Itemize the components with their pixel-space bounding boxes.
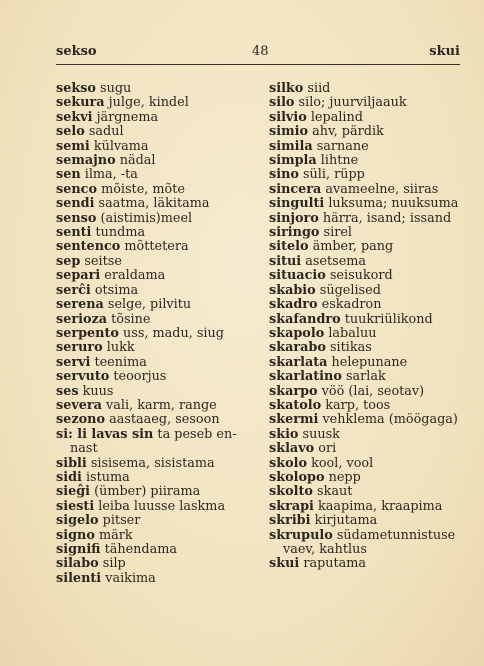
page-header	[56, 44, 460, 62]
entry-headword: sklavo	[269, 441, 315, 457]
entry-headword: skolo	[269, 455, 308, 471]
entry-definition: silp	[102, 556, 126, 572]
entry-definition: sarnane	[316, 138, 369, 154]
entry-headword: skatolo	[269, 397, 322, 413]
header-last-word: skui	[429, 44, 460, 59]
entry-definition: teoorjus	[113, 369, 167, 385]
entry-definition: aastaaeg, sesoon	[109, 412, 220, 428]
entry-headword: singulti	[269, 196, 325, 212]
entry-headword: skribi	[269, 513, 311, 529]
header-first-word: sekso	[56, 44, 97, 59]
entry-headword: siesti	[56, 498, 95, 514]
dictionary-entry	[56, 140, 252, 154]
entry-headword: severa	[56, 397, 102, 413]
dictionary-entry	[269, 313, 469, 327]
entry-definition: luksuma; nuuksuma	[328, 196, 459, 212]
entry-headword: sen	[56, 167, 81, 183]
dictionary-entry	[56, 341, 252, 355]
dictionary-entry	[269, 457, 469, 471]
entry-definition: tuukriülikond	[344, 311, 433, 327]
entry-definition: vehklema (möögaga)	[322, 412, 458, 428]
entry-headword: sino	[269, 167, 299, 183]
entry-definition: julge, kindel	[108, 95, 189, 111]
header-rule	[56, 64, 460, 65]
entry-definition: eskadron	[321, 297, 382, 313]
entry-definition: seisukord	[329, 268, 393, 284]
dictionary-entry	[269, 82, 469, 96]
entry-definition: labaluu	[328, 325, 377, 341]
dictionary-entry	[56, 500, 252, 514]
entry-definition: kaapima, kraapima	[318, 498, 443, 514]
entry-headword: silo	[269, 95, 295, 111]
dictionary-entry	[269, 356, 469, 370]
dictionary-entry	[269, 341, 469, 355]
entry-headword: sentenco	[56, 239, 121, 255]
entry-headword: sincera	[269, 181, 322, 197]
dictionary-entry	[56, 543, 252, 557]
dictionary-entry	[56, 370, 252, 384]
entry-headword: simpla	[269, 153, 317, 169]
entry-definition: karp, toos	[325, 397, 391, 413]
dictionary-entry	[56, 298, 252, 312]
entry-headword: simila	[269, 138, 313, 154]
dictionary-entry	[269, 125, 469, 139]
entry-headword: skrapi	[269, 498, 314, 514]
dictionary-entry	[269, 226, 469, 240]
dictionary-entry	[56, 255, 252, 269]
entry-definition: süli, rüpp	[302, 167, 365, 183]
entry-definition: tähendama	[104, 542, 177, 557]
entry-definition: tõsine	[111, 311, 151, 327]
entry-definition: sirel	[323, 225, 352, 241]
entry-headword: serioza	[56, 311, 108, 327]
dictionary-entry	[56, 413, 252, 427]
dictionary-entry	[56, 529, 252, 543]
entry-headword: siringo	[269, 225, 320, 241]
entry-definition: vöö (lai, seotav)	[321, 383, 425, 399]
entry-headword: signo	[56, 527, 95, 543]
entry-definition: teenima	[94, 354, 147, 370]
dictionary-entry	[269, 543, 469, 557]
page-number: 48	[252, 44, 269, 59]
entry-headword: skarlatino	[269, 369, 342, 385]
entry-definition: südametunnistuse	[336, 527, 456, 543]
entry-definition: sisisema, sisistama	[90, 455, 215, 471]
entry-definition: kirjutama	[314, 513, 378, 529]
dictionary-entry	[56, 313, 252, 327]
dictionary-entry	[56, 111, 252, 125]
entry-definition: sadul	[88, 124, 124, 140]
entry-headword: silabo	[56, 556, 99, 572]
dictionary-entry	[269, 370, 469, 384]
right-column	[269, 82, 469, 572]
dictionary-entry	[269, 485, 469, 499]
dictionary-entry	[269, 428, 469, 442]
entry-definition: kuus	[82, 383, 114, 399]
dictionary-entry	[269, 471, 469, 485]
dictionary-entry	[56, 125, 252, 139]
entry-definition: nädal	[119, 153, 156, 169]
entry-headword: skolopo	[269, 469, 325, 485]
entry-definition: silo; juurviljaauk	[298, 95, 407, 111]
dictionary-entry	[56, 485, 252, 499]
entry-definition: järgnema	[96, 109, 159, 125]
entry-headword: skolto	[269, 484, 313, 500]
entry-headword: skafandro	[269, 311, 341, 327]
entry-definition: märk	[98, 527, 133, 543]
entry-definition: eraldama	[104, 268, 166, 284]
entry-headword: situi	[269, 253, 302, 269]
dictionary-entry	[269, 140, 469, 154]
entry-headword: skabio	[269, 282, 316, 298]
entry-definition: vaikima	[105, 570, 156, 586]
dictionary-entry	[269, 212, 469, 226]
entry-headword: sigelo	[56, 513, 99, 529]
entry-headword: signifi	[56, 542, 101, 557]
dictionary-entry	[269, 183, 469, 197]
entry-definition: ahv, pärdik	[312, 124, 384, 140]
dictionary-entry	[269, 298, 469, 312]
dictionary-entry	[56, 284, 252, 298]
entry-definition: lepalind	[310, 109, 363, 125]
entry-definition: pitser	[102, 513, 141, 529]
entry-headword: skrupulo	[269, 527, 333, 543]
entry-definition: selge, pilvitu	[107, 297, 192, 313]
dictionary-entry	[269, 514, 469, 528]
entry-definition: uss, madu, siug	[123, 325, 224, 341]
entry-definition: lihtne	[320, 153, 359, 169]
dictionary-entry	[56, 212, 252, 226]
entry-headword: serĉi	[56, 282, 91, 298]
entry-definition: mõttetera	[124, 239, 189, 255]
dictionary-entry	[56, 557, 252, 571]
entry-headword: separi	[56, 268, 101, 284]
entry-headword: sekvi	[56, 109, 93, 125]
dictionary-entry	[269, 500, 469, 514]
entry-definition: härra, isand; issand	[322, 210, 452, 226]
entry-definition: asetsema	[305, 253, 367, 269]
entry-headword: sibli	[56, 455, 87, 471]
entry-definition: siid	[307, 81, 331, 96]
entry-headword: silenti	[56, 570, 102, 586]
entry-definition: helepunane	[331, 354, 408, 370]
entry-headword: skarabo	[269, 340, 326, 356]
dictionary-entry	[56, 183, 252, 197]
entry-headword: skadro	[269, 297, 318, 313]
dictionary-entry	[56, 154, 252, 168]
entry-headword: skarpo	[269, 383, 318, 399]
entry-definition: raputama	[303, 556, 367, 572]
entry-headword: sekso	[56, 81, 96, 96]
dictionary-entry	[56, 327, 252, 341]
dictionary-entry	[56, 82, 252, 96]
dictionary-entry	[269, 557, 469, 571]
entry-headword: sinjoro	[269, 210, 319, 226]
entry-headword: serena	[56, 297, 104, 313]
entry-headword: silko	[269, 81, 304, 96]
entry-definition: saatma, läkitama	[98, 196, 210, 212]
entry-definition: leiba luusse laskma	[98, 498, 226, 514]
entry-definition: avameelne, siiras	[325, 181, 439, 197]
dictionary-entry	[56, 428, 252, 442]
entry-definition: nast	[70, 441, 98, 457]
dictionary-entry	[269, 284, 469, 298]
dictionary-entry	[269, 529, 469, 543]
entry-headword: sidi	[56, 469, 82, 485]
dictionary-entry	[269, 442, 469, 456]
entry-definition: vaev, kahtlus	[283, 542, 367, 557]
entry-definition: seitse	[84, 253, 122, 269]
entry-definition: ämber, pang	[312, 239, 394, 255]
entry-headword: servi	[56, 354, 91, 370]
entry-definition: (ümber) piirama	[94, 484, 201, 500]
entry-definition: tundma	[95, 225, 146, 241]
entry-headword: si: li lavas sin	[56, 426, 154, 442]
dictionary-entry	[269, 399, 469, 413]
entry-headword: senti	[56, 225, 92, 241]
dictionary-entry	[56, 269, 252, 283]
dictionary-entry	[269, 269, 469, 283]
entry-headword: sitelo	[269, 239, 309, 255]
entry-headword: semi	[56, 138, 90, 154]
entry-headword: skermi	[269, 412, 319, 428]
dictionary-entry	[269, 413, 469, 427]
dictionary-entry	[269, 255, 469, 269]
dictionary-entry	[56, 572, 252, 586]
entry-headword: sekura	[56, 95, 105, 111]
dictionary-entry	[269, 168, 469, 182]
entry-headword: sezono	[56, 412, 105, 428]
dictionary-entry	[269, 111, 469, 125]
entry-definition: vali, karm, range	[106, 397, 217, 413]
entry-definition: istuma	[85, 469, 130, 485]
entry-headword: senco	[56, 181, 97, 197]
entry-definition: suusk	[302, 426, 340, 442]
entry-definition: (aistimis)meel	[100, 210, 193, 226]
dictionary-entry	[56, 96, 252, 110]
entry-definition: otsima	[94, 282, 139, 298]
dictionary-entry	[269, 154, 469, 168]
dictionary-entry	[269, 197, 469, 211]
entry-definition: skaut	[317, 484, 353, 500]
entry-headword: sieĝi	[56, 484, 91, 500]
entry-headword: skio	[269, 426, 299, 442]
entry-headword: servuto	[56, 369, 110, 385]
entry-definition: kool, vool	[311, 455, 374, 471]
dictionary-entry	[269, 385, 469, 399]
left-column	[56, 82, 252, 586]
entry-definition: ilma, -ta	[84, 167, 138, 183]
dictionary-entry	[269, 240, 469, 254]
entry-headword: sendi	[56, 196, 95, 212]
entry-definition: sitikas	[329, 340, 372, 356]
dictionary-entry	[56, 471, 252, 485]
dictionary-entry	[56, 197, 252, 211]
dictionary-entry	[56, 514, 252, 528]
entry-definition: ta peseb en-	[157, 426, 237, 442]
entry-headword: selo	[56, 124, 85, 140]
entry-headword: skarlata	[269, 354, 328, 370]
entry-headword: serpento	[56, 325, 119, 341]
entry-headword: semajno	[56, 153, 116, 169]
dictionary-entry	[269, 96, 469, 110]
entry-definition: sarlak	[345, 369, 386, 385]
entry-headword: senso	[56, 210, 97, 226]
dictionary-entry	[56, 240, 252, 254]
dictionary-entry	[269, 327, 469, 341]
entry-definition: lukk	[106, 340, 135, 356]
dictionary-entry	[56, 442, 252, 456]
entry-headword: seruro	[56, 340, 103, 356]
entry-headword: skui	[269, 556, 300, 572]
dictionary-entry	[56, 356, 252, 370]
dictionary-entry	[56, 457, 252, 471]
entry-definition: sugu	[100, 81, 132, 96]
dictionary-entry	[56, 226, 252, 240]
entry-headword: sep	[56, 253, 81, 269]
entry-definition: nepp	[328, 469, 361, 485]
entry-definition: mõiste, mõte	[101, 181, 185, 197]
entry-headword: situacio	[269, 268, 326, 284]
dictionary-entry	[56, 399, 252, 413]
entry-headword: simio	[269, 124, 309, 140]
entry-headword: skapolo	[269, 325, 325, 341]
entry-definition: sügelised	[319, 282, 381, 298]
entry-definition: külvama	[93, 138, 149, 154]
entry-definition: ori	[318, 441, 337, 457]
entry-headword: silvio	[269, 109, 307, 125]
dictionary-entry	[56, 385, 252, 399]
dictionary-entry	[56, 168, 252, 182]
entry-headword: ses	[56, 383, 79, 399]
